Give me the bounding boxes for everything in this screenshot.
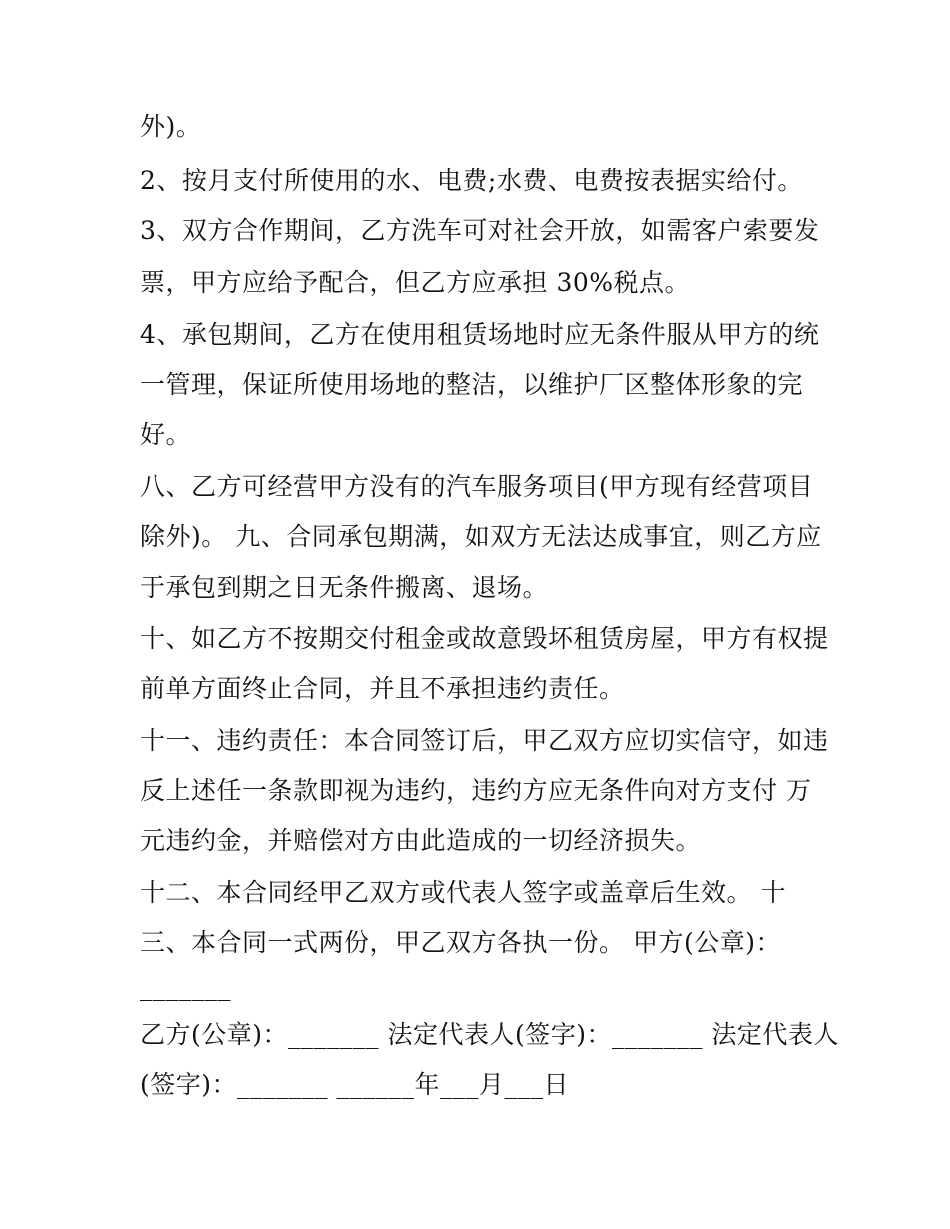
text-line-20: (签字)：_______ ______年___月___日	[140, 1070, 569, 1099]
text-line-6: 一管理，保证所使用场地的整洁，以维护厂区整体形象的完	[140, 370, 804, 399]
text-line-12: 前单方面终止合同，并且不承担违约责任。	[140, 674, 625, 703]
text-line-16: 十二、本合同经甲乙双方或代表人签字或盖章后生效。 十	[140, 878, 786, 907]
text-line-7: 好。	[140, 420, 192, 449]
text-line-11: 十、如乙方不按期交付租金或故意毁坏租赁房屋，甲方有权提	[140, 624, 829, 653]
text-line-3: 3、双方合作期间，乙方洗车可对社会开放，如需客户索要发	[140, 216, 820, 245]
text-line-5: 4、承包期间，乙方在使用租赁场地时应无条件服从甲方的统	[140, 320, 820, 349]
text-line-1: 外)。	[140, 112, 202, 141]
text-line-13: 十一、违约责任：本合同签订后，甲乙双方应切实信守，如违	[140, 726, 829, 755]
text-line-17: 三、本合同一式两份，甲乙双方各执一份。 甲方(公章)：	[140, 928, 781, 957]
text-line-15: 元违约金，并赔偿对方由此造成的一切经济损失。	[140, 826, 702, 855]
signature-blank-party-a: _______	[140, 972, 231, 1001]
text-line-8: 八、乙方可经营甲方没有的汽车服务项目(甲方现有经营项目	[140, 472, 814, 501]
text-line-9: 除外)。 九、合同承包期满，如双方无法达成事宜，则乙方应	[140, 522, 822, 551]
text-line-14: 反上述任一条款即视为违约，违约方应无条件向对方支付 万	[140, 776, 812, 805]
text-line-4: 票，甲方应给予配合，但乙方应承担 30%税点。	[140, 268, 691, 297]
text-line-10: 于承包到期之日无条件搬离、退场。	[140, 573, 549, 602]
text-line-19: 乙方(公章)：_______ 法定代表人(签字)：_______ 法定代表人	[140, 1020, 839, 1049]
text-line-2: 2、按月支付所使用的水、电费;水费、电费按表据实给付。	[140, 166, 803, 195]
